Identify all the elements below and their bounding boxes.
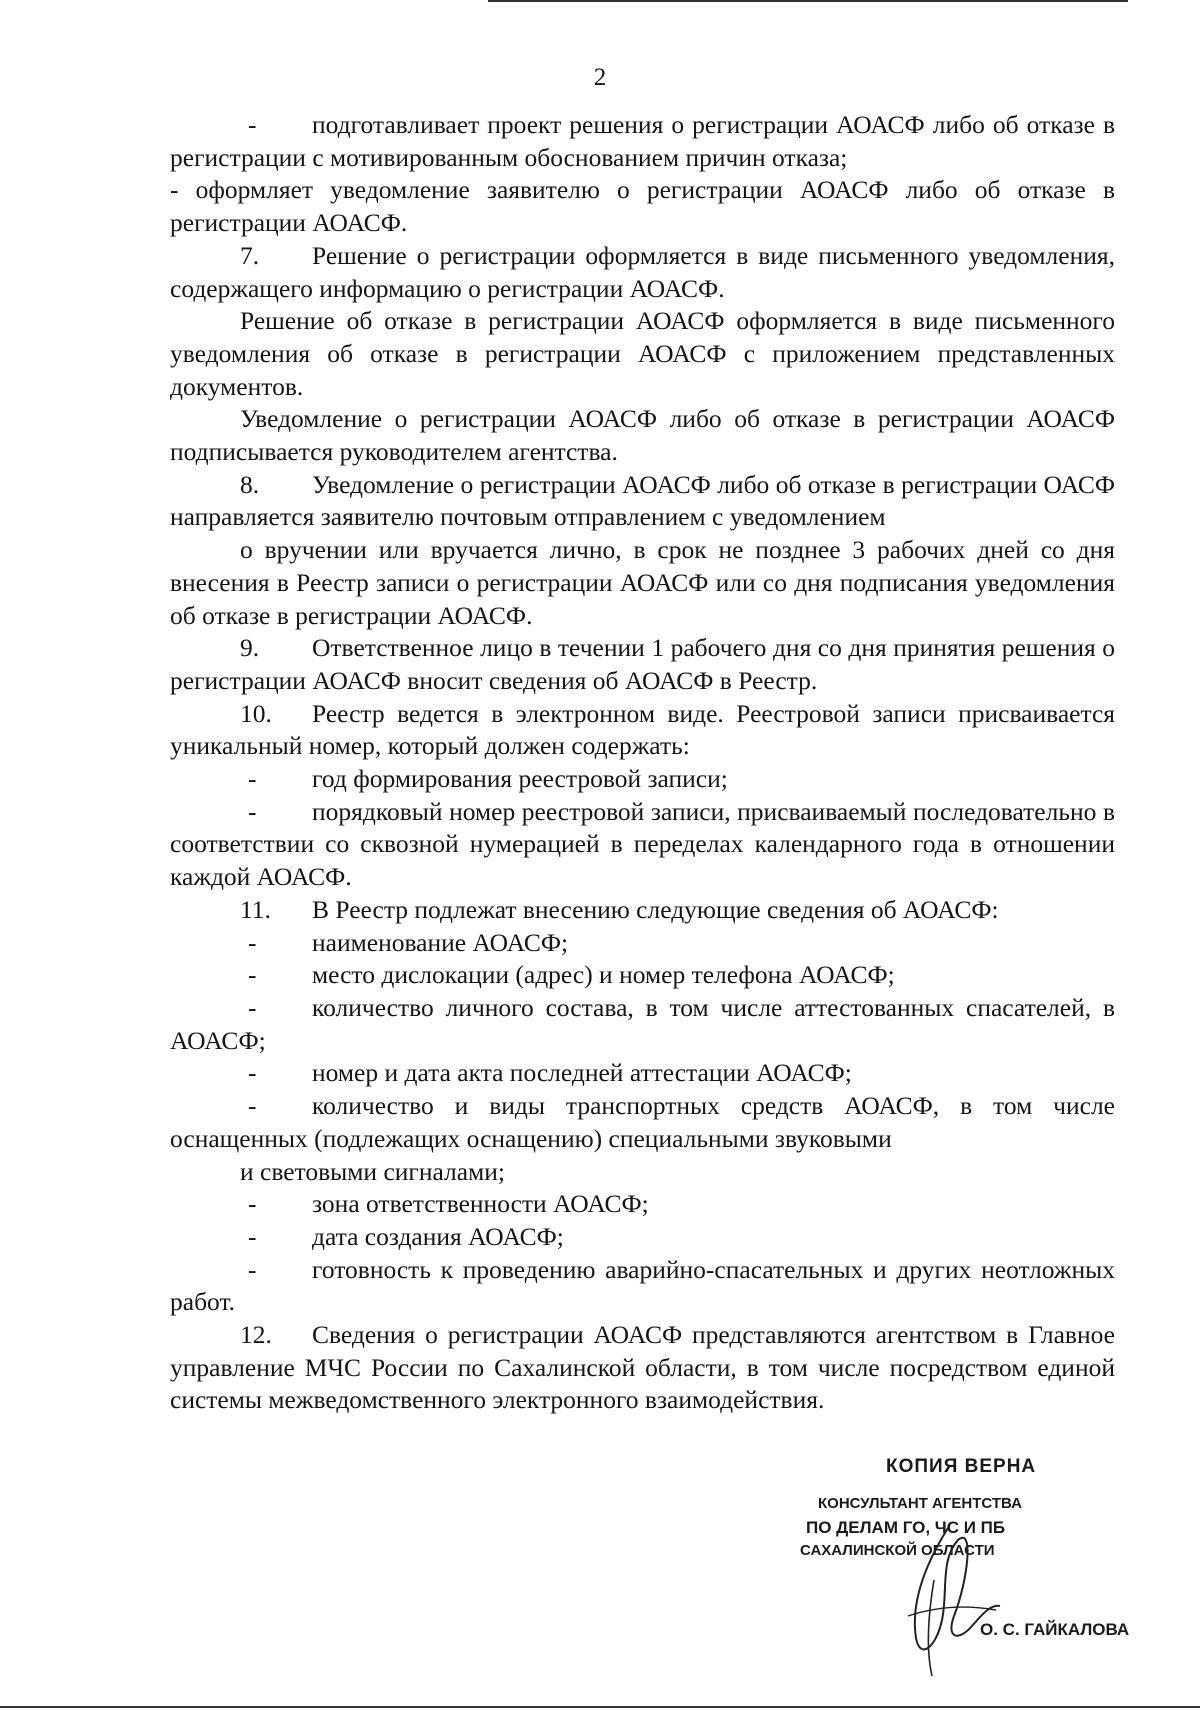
stamp-signatory-name: О. С. ГАЙКАЛОВА [980,1620,1130,1639]
clause-7: 7. Решение о регистрации оформляется в виде письменного уведомления, содержащего информацию о регистрации АОАСФ. [170,240,1115,303]
stamp-copy-correct: КОПИЯ ВЕРНА [886,1456,1037,1477]
dash-item-year: - год формирования реестровой записи; [170,763,1115,796]
dash-marker: - [248,1189,257,1219]
clause-number: 11. [240,894,271,924]
clause-number: 8. [240,469,260,499]
dash-marker: - [248,796,257,826]
paragraph-notice-signature: Уведомление о регистрации АОАСФ либо об отказе в регистрации АОАСФ подписывается руководителем агентства. [170,404,1115,467]
clause-number: 7. [240,240,260,270]
clause-number: 10. [240,698,272,728]
handwritten-signature [888,1520,1008,1680]
stamp-agency: ПО ДЕЛАМ ГО, ЧС И ПБ [806,1518,1006,1537]
clause-number: 12. [240,1320,272,1350]
dash-marker: - [248,110,257,139]
dash-marker: - [248,992,257,1022]
dash-marker: - [248,1091,257,1121]
dash-marker: - [248,764,257,794]
dash-marker: - [248,960,257,990]
page-number: 2 [593,64,607,91]
dash-item-staff: - количество личного состава, в том числе аттестованных спасателей, в АОАСФ; [170,992,1115,1055]
paragraph-delivery-term: о вручении или вручается лично, в срок не позднее 3 рабочих дней со дня внесения в Реестр записи о регистрации АОАСФ или со дня подписания уведомления об отказе в регистрации АОАСФ. [170,535,1115,630]
dash-marker: - [248,927,257,957]
stamp-position: КОНСУЛЬТАНТ АГЕНТСТВА [818,1495,1022,1512]
clause-number: 9. [240,633,260,663]
top-edge-line [488,0,1128,2]
dash-item-location: - место дислокации (адрес) и номер телефона АОАСФ; [170,959,1115,992]
dash-marker: - [248,1058,257,1088]
dash-item-readiness: - готовность к проведению аварийно-спасательных и других неотложных работ. [170,1254,1115,1317]
dash-item-sequence-number: - порядковый номер реестровой записи, присваиваемый последовательно в соответствии со сквозной нумерацией в переделах календарного года в отношении каждой АОАСФ. [170,796,1115,892]
clause-12: 12. Сведения о регистрации АОАСФ представляются агентством в Главное управление МЧС России по Сахалинской области, в том числе посредством единой системы межведомственного электронного взаимодействия. [170,1320,1115,1415]
dash-marker: - [248,1221,257,1251]
dash-item-name: - наименование АОАСФ; [170,927,1115,960]
paragraph-vehicles-continued: и световыми сигналами; [240,1156,505,1186]
paragraph-refusal-decision: Решение об отказе в регистрации АОАСФ оформляется в виде письменного уведомления об отказе в регистрации АОАСФ с приложением представленных документов. [170,306,1115,401]
dash-item-vehicles: - количество и виды транспортных средств АОАСФ, в том числе оснащенных (подлежащих оснащению) специальными звуковыми [170,1091,1115,1153]
paragraph-notify-applicant: - оформляет уведомление заявителю о регистрации АОАСФ либо об отказе в регистрации АОАСФ. [170,175,1115,238]
dash-item-prepare-draft: - подготавливает проект решения о регистрации АОАСФ либо об отказе в регистрации с мотивированным обоснованием причин отказа; [170,110,1115,172]
dash-item-zone: - зона ответственности АОАСФ; [170,1188,1115,1221]
dash-item-attestation: - номер и дата акта последней аттестации АОАСФ; [170,1057,1115,1090]
clause-9: 9. Ответственное лицо в течении 1 рабочего дня со дня принятия решения о регистрации АОАСФ вносит сведения об АОАСФ в Реестр. [170,633,1115,695]
stamp-region: САХАЛИНСКОЙ ОБЛАСТИ [800,1542,995,1559]
clause-8: 8. Уведомление о регистрации АОАСФ либо об отказе в регистрации ОАСФ направляется заявителю почтовым отправлением с уведомлением [170,469,1115,532]
dash-marker: - [248,1254,257,1284]
clause-10: 10. Реестр ведется в электронном виде. Реестровой записи присваивается уникальный номер, который должен содержать: [170,698,1115,761]
dash-item-creation-date: - дата создания АОАСФ; [170,1221,1115,1254]
bottom-edge-line [0,1706,1200,1708]
clause-11: 11. В Реестр подлежат внесению следующие сведения об АОАСФ: [170,894,1115,927]
